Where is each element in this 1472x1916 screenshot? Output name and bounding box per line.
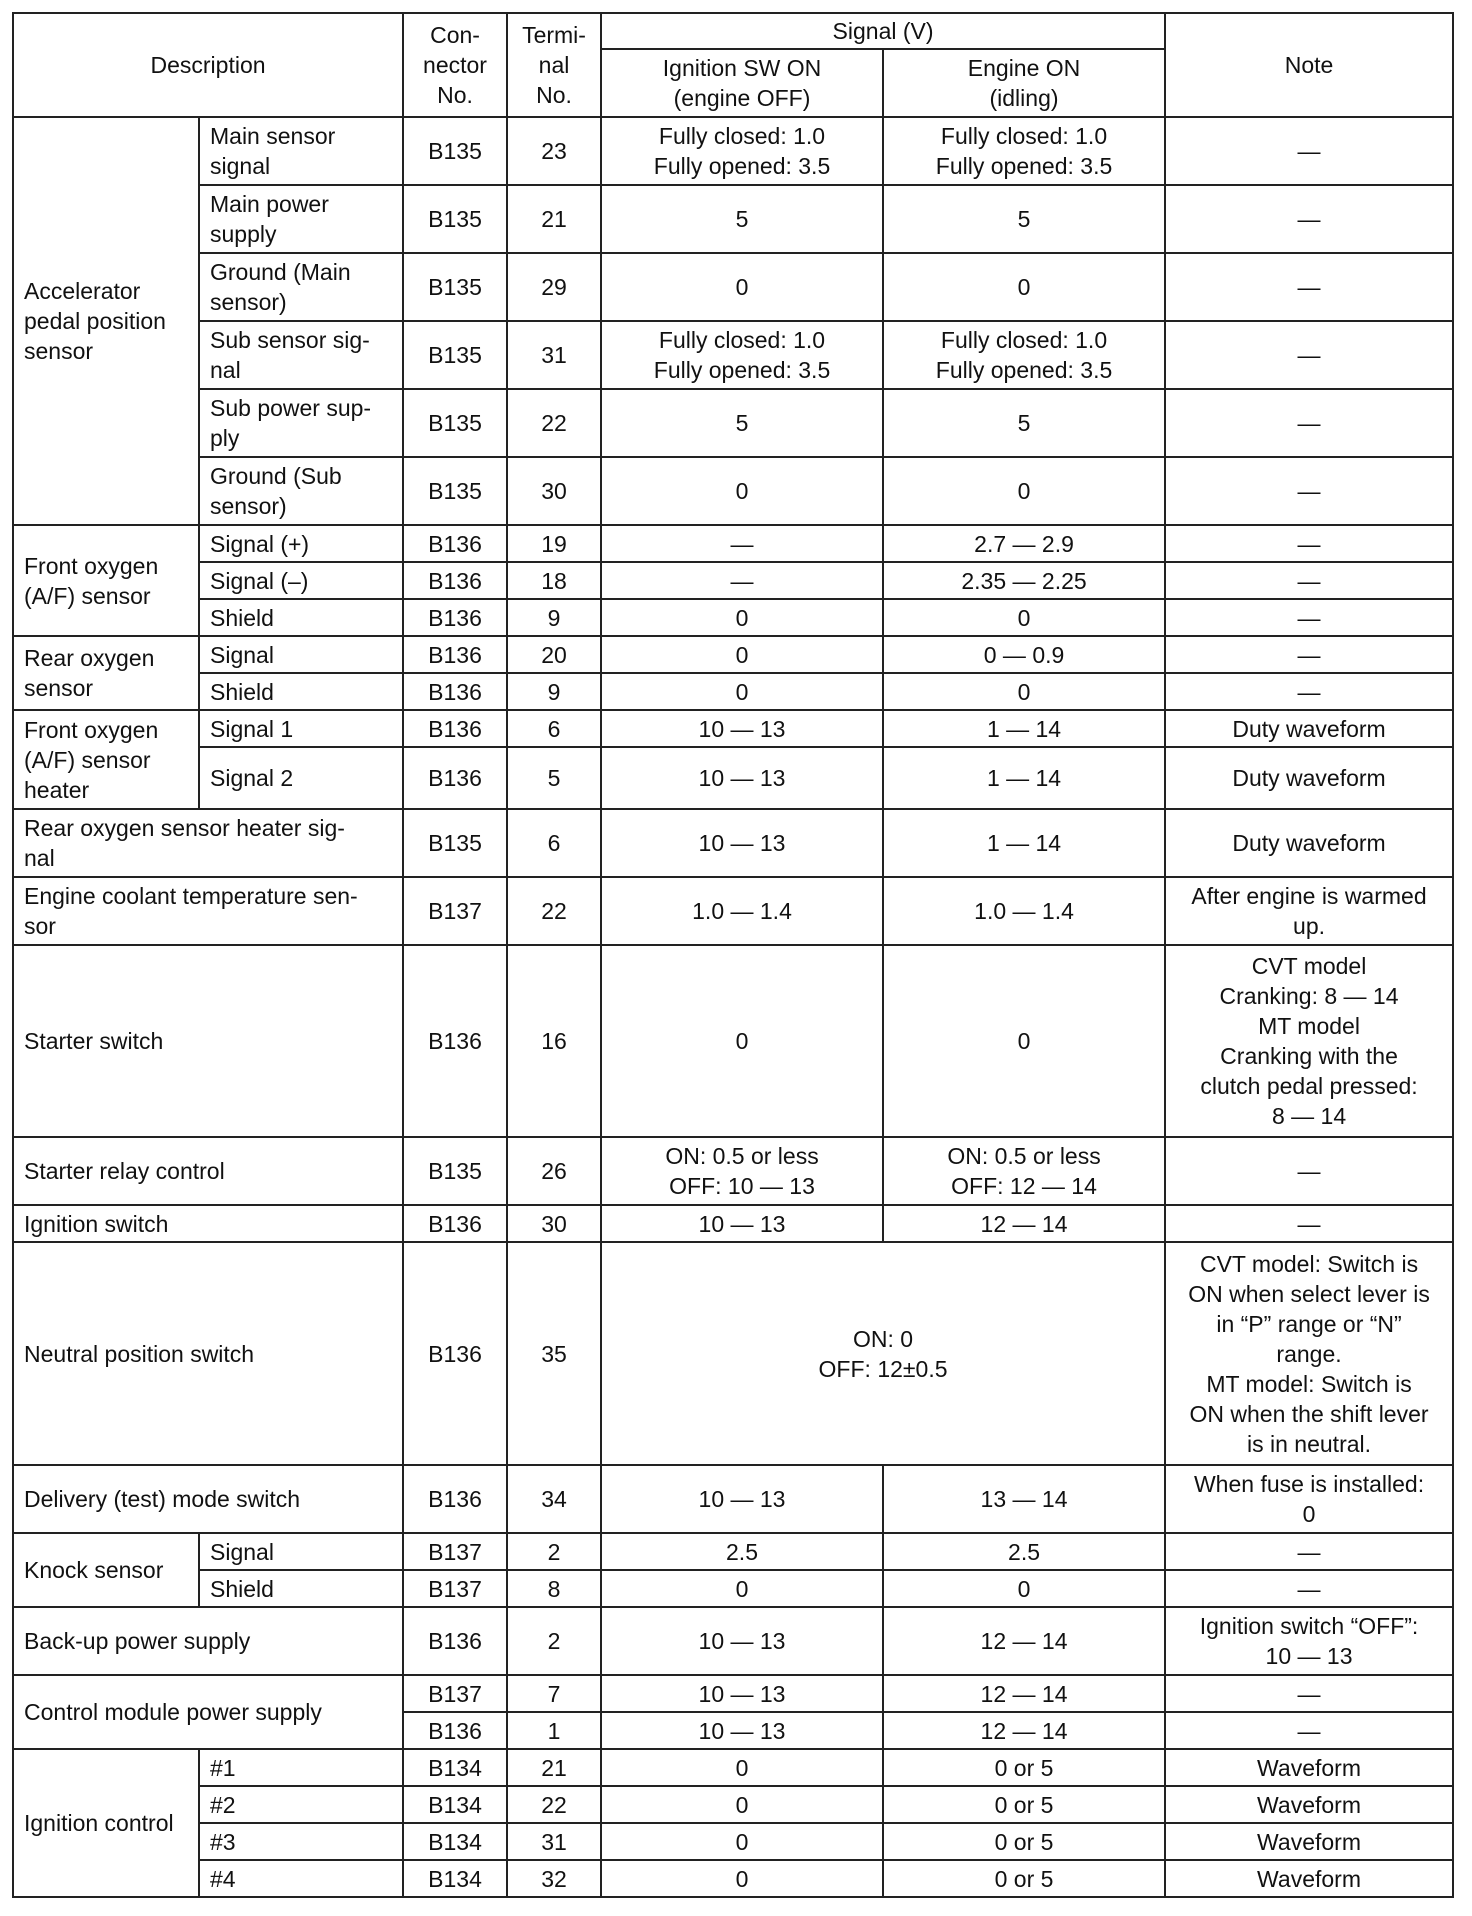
connector-cell: B134 xyxy=(403,1823,507,1860)
terminal-cell: 31 xyxy=(507,1823,601,1860)
eng-signal-cell: Fully closed: 1.0 Fully opened: 3.5 xyxy=(883,321,1165,389)
eng-signal-cell: 0 xyxy=(883,673,1165,710)
ign-signal-cell: 10 — 13 xyxy=(601,1205,883,1242)
ign-signal-cell: 0 xyxy=(601,1570,883,1607)
group-rear-oxygen-sensor: Rear oxygen sensor xyxy=(13,636,199,710)
terminal-cell: 8 xyxy=(507,1570,601,1607)
note-cell: After engine is warmed up. xyxy=(1165,877,1453,945)
eng-signal-cell: 0 xyxy=(883,945,1165,1137)
connector-cell: B137 xyxy=(403,1675,507,1712)
ign-signal-cell: 10 — 13 xyxy=(601,1607,883,1675)
connector-cell: B136 xyxy=(403,525,507,562)
eng-signal-cell: 0 xyxy=(883,599,1165,636)
header-engine-on: Engine ON (idling) xyxy=(883,49,1165,117)
header-ignition-on: Ignition SW ON (engine OFF) xyxy=(601,49,883,117)
terminal-cell: 30 xyxy=(507,1205,601,1242)
connector-cell: B136 xyxy=(403,945,507,1137)
ign-signal-cell: 0 xyxy=(601,1823,883,1860)
eng-signal-cell: 12 — 14 xyxy=(883,1675,1165,1712)
eng-signal-cell: 2.5 xyxy=(883,1533,1165,1570)
terminal-cell: 5 xyxy=(507,747,601,809)
note-cell: — xyxy=(1165,673,1453,710)
eng-signal-cell: Fully closed: 1.0 Fully opened: 3.5 xyxy=(883,117,1165,185)
terminal-cell: 30 xyxy=(507,457,601,525)
terminal-cell: 19 xyxy=(507,525,601,562)
terminal-cell: 2 xyxy=(507,1607,601,1675)
terminal-cell: 31 xyxy=(507,321,601,389)
connector-cell: B135 xyxy=(403,253,507,321)
note-cell: Waveform xyxy=(1165,1749,1453,1786)
terminal-cell: 26 xyxy=(507,1137,601,1205)
eng-signal-cell: 12 — 14 xyxy=(883,1712,1165,1749)
item-label: Signal 1 xyxy=(199,710,403,747)
group-front-oxygen-sensor: Front oxygen (A/F) sensor xyxy=(13,525,199,636)
note-cell: Duty waveform xyxy=(1165,747,1453,809)
connector-cell: B135 xyxy=(403,1137,507,1205)
eng-signal-cell: 0 xyxy=(883,457,1165,525)
eng-signal-cell: 1 — 14 xyxy=(883,710,1165,747)
ign-signal-cell: 10 — 13 xyxy=(601,710,883,747)
eng-signal-cell: 0 or 5 xyxy=(883,1823,1165,1860)
item-label: Shield xyxy=(199,1570,403,1607)
terminal-cell: 22 xyxy=(507,389,601,457)
note-cell: — xyxy=(1165,1675,1453,1712)
note-cell: Waveform xyxy=(1165,1823,1453,1860)
ign-signal-cell: 10 — 13 xyxy=(601,809,883,877)
connector-cell: B134 xyxy=(403,1860,507,1897)
eng-signal-cell: 13 — 14 xyxy=(883,1465,1165,1533)
note-cell: CVT model Cranking: 8 — 14 MT model Cranking with the clutch pedal pressed: 8 — 14 xyxy=(1165,945,1453,1137)
connector-cell: B134 xyxy=(403,1749,507,1786)
group-knock-sensor: Knock sensor xyxy=(13,1533,199,1607)
ign-signal-cell: 10 — 13 xyxy=(601,1675,883,1712)
connector-cell: B136 xyxy=(403,710,507,747)
ign-signal-cell: 5 xyxy=(601,389,883,457)
terminal-cell: 7 xyxy=(507,1675,601,1712)
item-label: Signal (–) xyxy=(199,562,403,599)
group-front-oxygen-heater: Front oxygen (A/F) sensor heater xyxy=(13,710,199,809)
note-cell: — xyxy=(1165,389,1453,457)
header-signal: Signal (V) xyxy=(601,13,1165,49)
ign-signal-cell: — xyxy=(601,525,883,562)
connector-cell: B136 xyxy=(403,673,507,710)
item-label: Starter relay control xyxy=(13,1137,403,1205)
header-description: Description xyxy=(13,13,403,117)
terminal-cell: 34 xyxy=(507,1465,601,1533)
ign-signal-cell: Fully closed: 1.0 Fully opened: 3.5 xyxy=(601,117,883,185)
eng-signal-cell: 0 or 5 xyxy=(883,1786,1165,1823)
connector-cell: B136 xyxy=(403,747,507,809)
eng-signal-cell: 1 — 14 xyxy=(883,809,1165,877)
connector-cell: B137 xyxy=(403,1533,507,1570)
terminal-cell: 2 xyxy=(507,1533,601,1570)
terminal-cell: 6 xyxy=(507,809,601,877)
terminal-cell: 6 xyxy=(507,710,601,747)
note-cell: — xyxy=(1165,1712,1453,1749)
item-label: #1 xyxy=(199,1749,403,1786)
ign-signal-cell: 1.0 — 1.4 xyxy=(601,877,883,945)
connector-cell: B135 xyxy=(403,185,507,253)
eng-signal-cell: ON: 0.5 or less OFF: 12 — 14 xyxy=(883,1137,1165,1205)
connector-cell: B136 xyxy=(403,599,507,636)
item-label: Signal (+) xyxy=(199,525,403,562)
note-cell: Waveform xyxy=(1165,1786,1453,1823)
connector-cell: B136 xyxy=(403,1465,507,1533)
terminal-cell: 18 xyxy=(507,562,601,599)
terminal-cell: 35 xyxy=(507,1242,601,1465)
item-label: Signal xyxy=(199,636,403,673)
item-label: #3 xyxy=(199,1823,403,1860)
ign-signal-cell: 10 — 13 xyxy=(601,747,883,809)
connector-cell: B136 xyxy=(403,1242,507,1465)
terminal-cell: 32 xyxy=(507,1860,601,1897)
note-cell: — xyxy=(1165,599,1453,636)
ign-signal-cell: 10 — 13 xyxy=(601,1465,883,1533)
item-label: #2 xyxy=(199,1786,403,1823)
item-label: Shield xyxy=(199,673,403,710)
eng-signal-cell: 5 xyxy=(883,389,1165,457)
note-cell: — xyxy=(1165,562,1453,599)
group-ignition-control: Ignition control xyxy=(13,1749,199,1897)
ign-signal-cell: 0 xyxy=(601,599,883,636)
ign-signal-cell: 0 xyxy=(601,457,883,525)
ign-signal-cell: Fully closed: 1.0 Fully opened: 3.5 xyxy=(601,321,883,389)
header-connector: Con- nector No. xyxy=(403,13,507,117)
item-label: Signal 2 xyxy=(199,747,403,809)
item-label: Back-up power supply xyxy=(13,1607,403,1675)
eng-signal-cell: 1 — 14 xyxy=(883,747,1165,809)
connector-cell: B137 xyxy=(403,1570,507,1607)
item-label: Delivery (test) mode switch xyxy=(13,1465,403,1533)
header-terminal: Termi- nal No. xyxy=(507,13,601,117)
eng-signal-cell: 12 — 14 xyxy=(883,1607,1165,1675)
connector-cell: B136 xyxy=(403,1607,507,1675)
item-label: Main power supply xyxy=(199,185,403,253)
terminal-cell: 29 xyxy=(507,253,601,321)
ign-signal-cell: 0 xyxy=(601,1749,883,1786)
ecm-signal-table xyxy=(12,12,1454,1898)
ign-signal-cell: 0 xyxy=(601,945,883,1137)
item-label: Neutral position switch xyxy=(13,1242,403,1465)
ign-signal-cell: 0 xyxy=(601,1860,883,1897)
terminal-cell: 23 xyxy=(507,117,601,185)
note-cell: — xyxy=(1165,185,1453,253)
ign-signal-cell: 2.5 xyxy=(601,1533,883,1570)
terminal-cell: 21 xyxy=(507,185,601,253)
connector-cell: B136 xyxy=(403,1205,507,1242)
connector-cell: B136 xyxy=(403,1712,507,1749)
note-cell: Waveform xyxy=(1165,1860,1453,1897)
ign-signal-cell: ON: 0.5 or less OFF: 10 — 13 xyxy=(601,1137,883,1205)
item-label: Starter switch xyxy=(13,945,403,1137)
connector-cell: B135 xyxy=(403,809,507,877)
connector-cell: B137 xyxy=(403,877,507,945)
note-cell: — xyxy=(1165,117,1453,185)
note-cell: — xyxy=(1165,457,1453,525)
eng-signal-cell: 5 xyxy=(883,185,1165,253)
item-label: Ground (Sub sensor) xyxy=(199,457,403,525)
item-label: Signal xyxy=(199,1533,403,1570)
terminal-cell: 1 xyxy=(507,1712,601,1749)
terminal-cell: 20 xyxy=(507,636,601,673)
ign-signal-cell: 0 xyxy=(601,253,883,321)
eng-signal-cell: 1.0 — 1.4 xyxy=(883,877,1165,945)
eng-signal-cell: 2.35 — 2.25 xyxy=(883,562,1165,599)
item-label: Shield xyxy=(199,599,403,636)
header-note: Note xyxy=(1165,13,1453,117)
connector-cell: B135 xyxy=(403,321,507,389)
item-label: Sub sensor sig- nal xyxy=(199,321,403,389)
note-cell: — xyxy=(1165,253,1453,321)
note-cell: Ignition switch “OFF”: 10 — 13 xyxy=(1165,1607,1453,1675)
item-label: Sub power sup- ply xyxy=(199,389,403,457)
eng-signal-cell: 0 — 0.9 xyxy=(883,636,1165,673)
item-label: Ground (Main sensor) xyxy=(199,253,403,321)
terminal-cell: 22 xyxy=(507,1786,601,1823)
note-cell: — xyxy=(1165,636,1453,673)
eng-signal-cell: 0 or 5 xyxy=(883,1860,1165,1897)
note-cell: — xyxy=(1165,525,1453,562)
connector-cell: B135 xyxy=(403,389,507,457)
connector-cell: B134 xyxy=(403,1786,507,1823)
item-label: Ignition switch xyxy=(13,1205,403,1242)
signal-table-sheet xyxy=(12,12,1454,1898)
note-cell: — xyxy=(1165,1533,1453,1570)
note-cell: Duty waveform xyxy=(1165,809,1453,877)
ign-signal-cell: 0 xyxy=(601,673,883,710)
item-label: Engine coolant temperature sen- sor xyxy=(13,877,403,945)
connector-cell: B136 xyxy=(403,562,507,599)
eng-signal-cell: 0 xyxy=(883,1570,1165,1607)
connector-cell: B135 xyxy=(403,117,507,185)
item-label: Main sensor signal xyxy=(199,117,403,185)
item-label: #4 xyxy=(199,1860,403,1897)
ign-signal-cell: 0 xyxy=(601,1786,883,1823)
terminal-cell: 22 xyxy=(507,877,601,945)
eng-signal-cell: 0 xyxy=(883,253,1165,321)
group-accelerator-sensor: Accelerator pedal position sensor xyxy=(13,117,199,525)
ign-signal-cell: 5 xyxy=(601,185,883,253)
terminal-cell: 21 xyxy=(507,1749,601,1786)
terminal-cell: 16 xyxy=(507,945,601,1137)
ign-signal-cell: 10 — 13 xyxy=(601,1712,883,1749)
group-control-module-power: Control module power supply xyxy=(13,1675,403,1749)
eng-signal-cell: 2.7 — 2.9 xyxy=(883,525,1165,562)
neutral-signal-cell: ON: 0 OFF: 12±0.5 xyxy=(601,1242,1165,1465)
terminal-cell: 9 xyxy=(507,599,601,636)
ign-signal-cell: — xyxy=(601,562,883,599)
connector-cell: B136 xyxy=(403,636,507,673)
note-cell: CVT model: Switch is ON when select lever is in “P” range or “N” range. MT model: Switch is ON when the shift lever is in neutral. xyxy=(1165,1242,1453,1465)
note-cell: — xyxy=(1165,1570,1453,1607)
note-cell: When fuse is installed: 0 xyxy=(1165,1465,1453,1533)
connector-cell: B135 xyxy=(403,457,507,525)
note-cell: — xyxy=(1165,1205,1453,1242)
ign-signal-cell: 0 xyxy=(601,636,883,673)
note-cell: Duty waveform xyxy=(1165,710,1453,747)
terminal-cell: 9 xyxy=(507,673,601,710)
eng-signal-cell: 12 — 14 xyxy=(883,1205,1165,1242)
note-cell: — xyxy=(1165,321,1453,389)
eng-signal-cell: 0 or 5 xyxy=(883,1749,1165,1786)
item-label: Rear oxygen sensor heater sig- nal xyxy=(13,809,403,877)
note-cell: — xyxy=(1165,1137,1453,1205)
